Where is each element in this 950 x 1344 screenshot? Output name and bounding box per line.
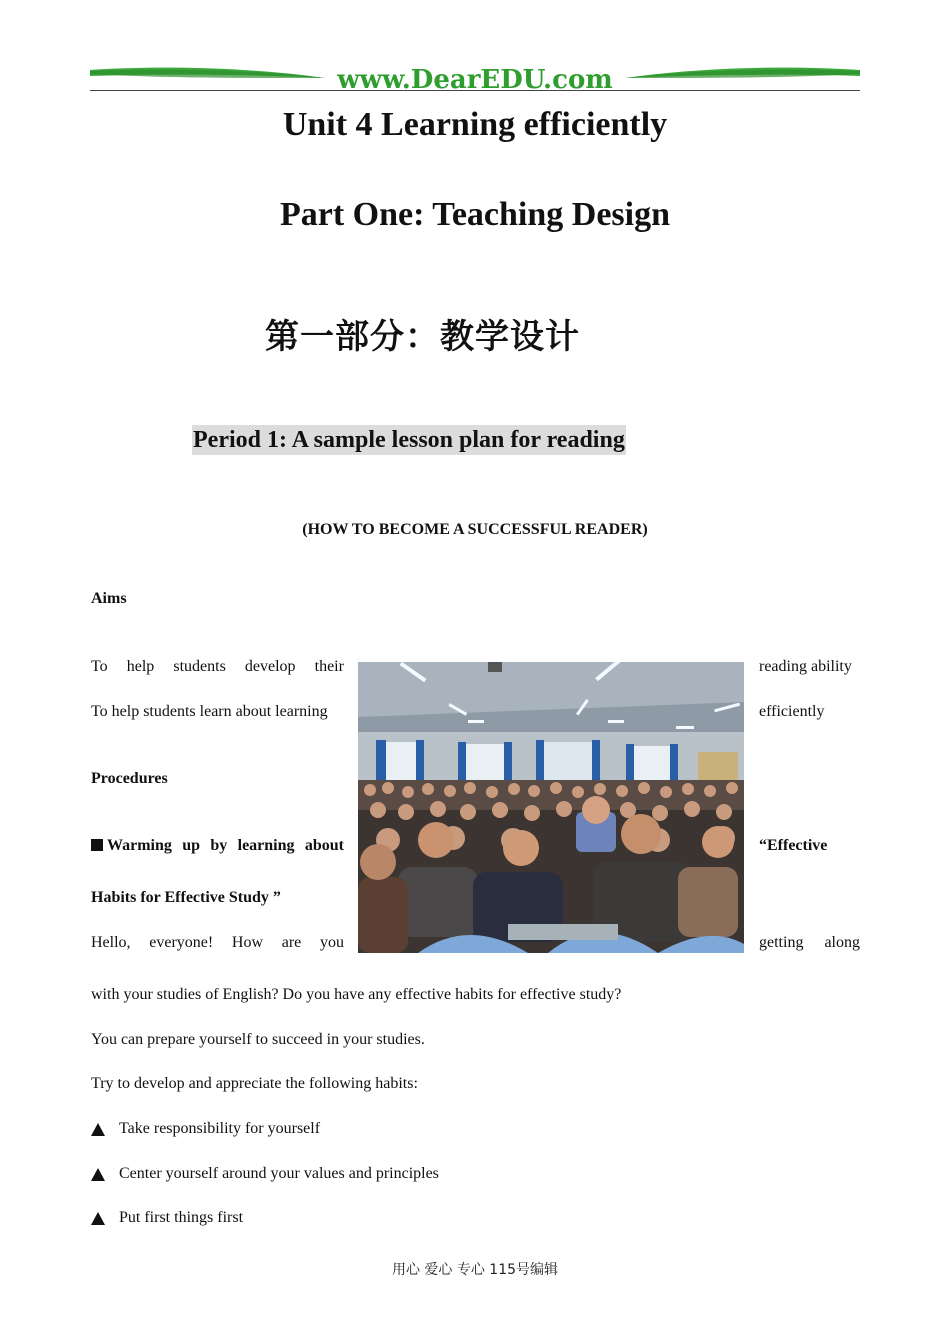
word: about bbox=[304, 837, 344, 854]
part-title-chinese: 第一部分：教学设计 bbox=[265, 317, 580, 357]
triangle-bullet-icon bbox=[91, 1168, 105, 1181]
word: up bbox=[182, 837, 201, 854]
aims-line-1-right: reading ability bbox=[759, 658, 852, 675]
square-bullet-icon bbox=[91, 839, 103, 851]
word: their bbox=[314, 658, 344, 675]
habit-item bbox=[91, 1164, 439, 1184]
word: Hello, bbox=[91, 934, 131, 951]
triangle-bullet-icon bbox=[91, 1123, 105, 1136]
habit-item bbox=[91, 1208, 243, 1228]
warming-up-line-right: “Effective bbox=[759, 837, 828, 854]
greeting-line-left bbox=[91, 933, 344, 953]
part-title: Part One: Teaching Design bbox=[279, 196, 671, 233]
body-line: You can prepare yourself to succeed in your studies. bbox=[91, 1031, 425, 1048]
habit-text: Center yourself around your values and principles bbox=[119, 1165, 439, 1182]
word: learning bbox=[237, 837, 295, 854]
word: are bbox=[281, 934, 302, 951]
greeting-line-right bbox=[759, 933, 860, 953]
warming-up-continuation: Habits for Effective Study ” bbox=[91, 889, 281, 906]
page-footer: 用心 爱心 专心 115号编辑 bbox=[391, 1262, 559, 1278]
period-heading: Period 1: A sample lesson plan for reading bbox=[193, 427, 625, 453]
habit-item bbox=[91, 1119, 320, 1139]
aims-line-1-left bbox=[91, 657, 344, 677]
word: develop bbox=[244, 658, 296, 675]
word: along bbox=[824, 934, 860, 951]
word: students bbox=[173, 658, 226, 675]
habit-text: Take responsibility for yourself bbox=[119, 1120, 321, 1137]
word: getting bbox=[759, 934, 804, 951]
aims-line-2-left: To help students learn about learning bbox=[91, 703, 328, 720]
logo-text: www.DearEDU.com bbox=[337, 65, 613, 94]
warming-up-line-left bbox=[91, 836, 344, 856]
triangle-bullet-icon bbox=[91, 1212, 105, 1225]
word: help bbox=[126, 658, 155, 675]
body-line: Try to develop and appreciate the following habits: bbox=[91, 1075, 418, 1092]
warming-word: Warming bbox=[91, 836, 172, 856]
procedures-heading: Procedures bbox=[91, 770, 168, 787]
word: you bbox=[319, 934, 344, 951]
classroom-students-photo bbox=[358, 662, 744, 953]
word: by bbox=[210, 837, 228, 854]
header-rule bbox=[90, 90, 860, 91]
word: How bbox=[231, 934, 264, 951]
aims-heading: Aims bbox=[91, 590, 127, 607]
habit-text: Put first things first bbox=[119, 1209, 244, 1226]
aims-line-2-right: efficiently bbox=[759, 703, 825, 720]
word: everyone! bbox=[149, 934, 214, 951]
unit-title: Unit 4 Learning efficiently bbox=[282, 106, 668, 143]
body-line: with your studies of English? Do you have any effective habits for effective study? bbox=[91, 986, 622, 1003]
word: To bbox=[91, 658, 108, 675]
lesson-subtitle: (HOW TO BECOME A SUCCESSFUL READER) bbox=[302, 521, 648, 538]
